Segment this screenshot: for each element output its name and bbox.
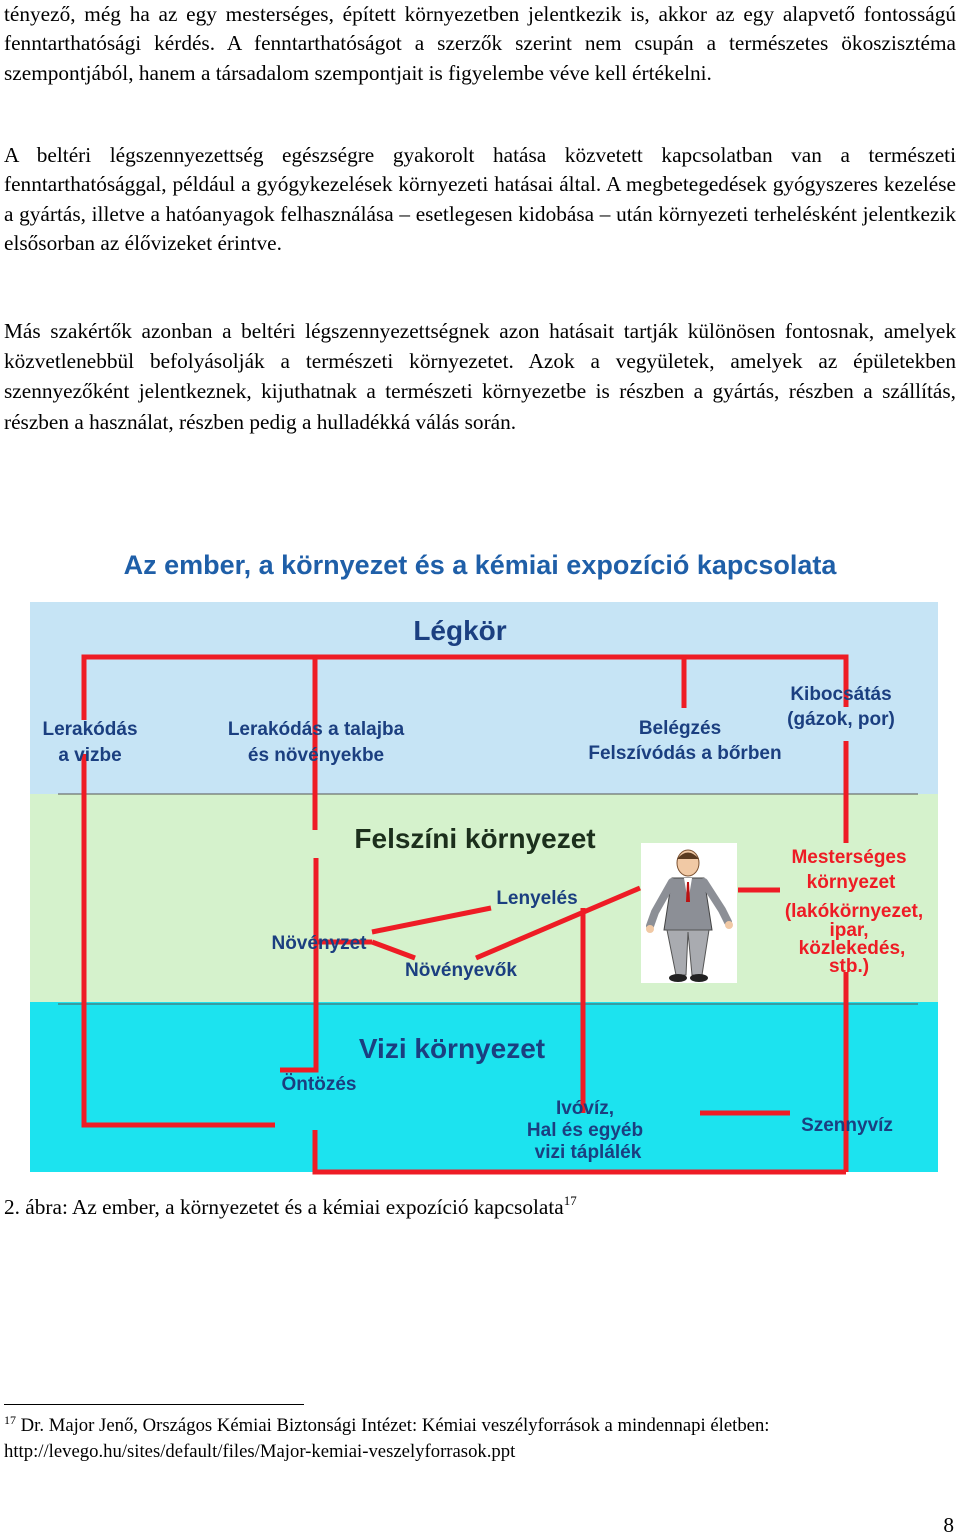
label-drinking-water-3: vizi táplálék: [534, 1142, 642, 1163]
label-ingestion: Lenyelés: [496, 888, 578, 909]
zone-label-atmosphere: Légkör: [413, 615, 507, 646]
label-artificial-env: [785, 847, 923, 977]
page-number: 8: [943, 1513, 954, 1537]
figure-caption: [4, 1192, 577, 1222]
label-artificial-env-4: ipar,: [829, 920, 869, 941]
body-paragraph-2: A beltéri légszennyezettség egészségre gyakorolt hatása közvetett kapcsolatban van a természeti fenntarthatósággal, például a gyógykezelések környezeti hatásai által. A megbetegedések gyógyszeres kezelése a gyártás, illetve a hatóanyagok felhasználása – esetlegesen kidobása – után környezeti terhelésként jelentkezik elsősorban az élővizeket érintve.: [4, 143, 956, 256]
label-emission-1: Kibocsátás: [790, 684, 892, 705]
label-deposition-water-2: a vizbe: [58, 745, 122, 766]
footnote-number: 17: [4, 1413, 16, 1427]
label-artificial-env-3: (lakókörnyezet,: [784, 901, 924, 922]
label-deposition-soil-1: Lerakódás a talajba: [227, 719, 405, 740]
person-illustration: [641, 843, 737, 983]
caption-footnote-ref[interactable]: 17: [563, 1193, 577, 1208]
label-drinking-water-2: Hal és egyéb: [526, 1120, 644, 1141]
label-plants: Növényzet: [271, 933, 367, 954]
label-artificial-env-2: környezet: [806, 872, 896, 893]
label-artificial-env-5: közlekedés,: [798, 938, 906, 959]
figure-title: Az ember, a környezet és a kémiai expozíció kapcsolata: [123, 550, 837, 580]
footnote: [4, 1413, 944, 1464]
label-wastewater: Szennyvíz: [801, 1115, 893, 1136]
footnote-text: Dr. Major Jenő, Országos Kémiai Biztonsági Intézet: Kémiai veszélyforrások a mindennapi életben:: [20, 1415, 770, 1436]
water-zone: [30, 1002, 938, 1172]
zone-label-water: Vizi környezet: [358, 1033, 546, 1064]
label-inhalation-2: Felszívódás a bőrben: [588, 743, 782, 764]
caption-text: 2. ábra: Az ember, a környezetet és a kémiai expozíció kapcsolata: [4, 1195, 564, 1219]
label-artificial-env-1: Mesterséges: [791, 847, 907, 868]
body-paragraph-1: tényező, még ha az egy mesterséges, épített környezetben jelentkezik is, akkor az egy alapvető fontosságú fenntarthatósági kérdés. A fenntarthatóságot a szerzők szerint nem csupán a természetes ökoszisztéma szempontjából, hanem a társadalom szempontjait is figyelembe véve kell értékelni.: [4, 2, 956, 85]
label-deposition-water-1: Lerakódás: [42, 719, 138, 740]
footnote-url[interactable]: http://levego.hu/sites/default/files/Major-kemiai-veszelyforrasok.ppt: [4, 1440, 516, 1462]
label-artificial-env-6: stb.): [828, 956, 870, 977]
body-paragraph-3: Más szakértők azonban a beltéri légszennyezettségnek azon hatásait tartják különösen fontosnak, amelyek közvetlenebbül befolyásolják a természeti környezetet. Azok a vegyületek, amelyek az épületekben szennyezőként jelentkeznek, kijuthatnak a természeti környezetbe is részben a gyártás, részben a szállítás, részben a használat, részben pedig a hulladékká válás során.: [4, 319, 956, 434]
label-irrigation: Öntözés: [281, 1074, 357, 1095]
footnote-separator: [4, 1404, 304, 1405]
label-drinking-water-1: Ivóvíz,: [555, 1098, 615, 1119]
label-deposition-soil-2: és növényekbe: [247, 745, 385, 766]
label-emission-2: (gázok, por): [787, 709, 895, 730]
label-inhalation-1: Belégzés: [638, 718, 722, 739]
zone-label-surface: Felszíni környezet: [354, 823, 596, 854]
label-herbivores: Növényevők: [405, 960, 517, 981]
exposure-diagram: [0, 530, 960, 1190]
